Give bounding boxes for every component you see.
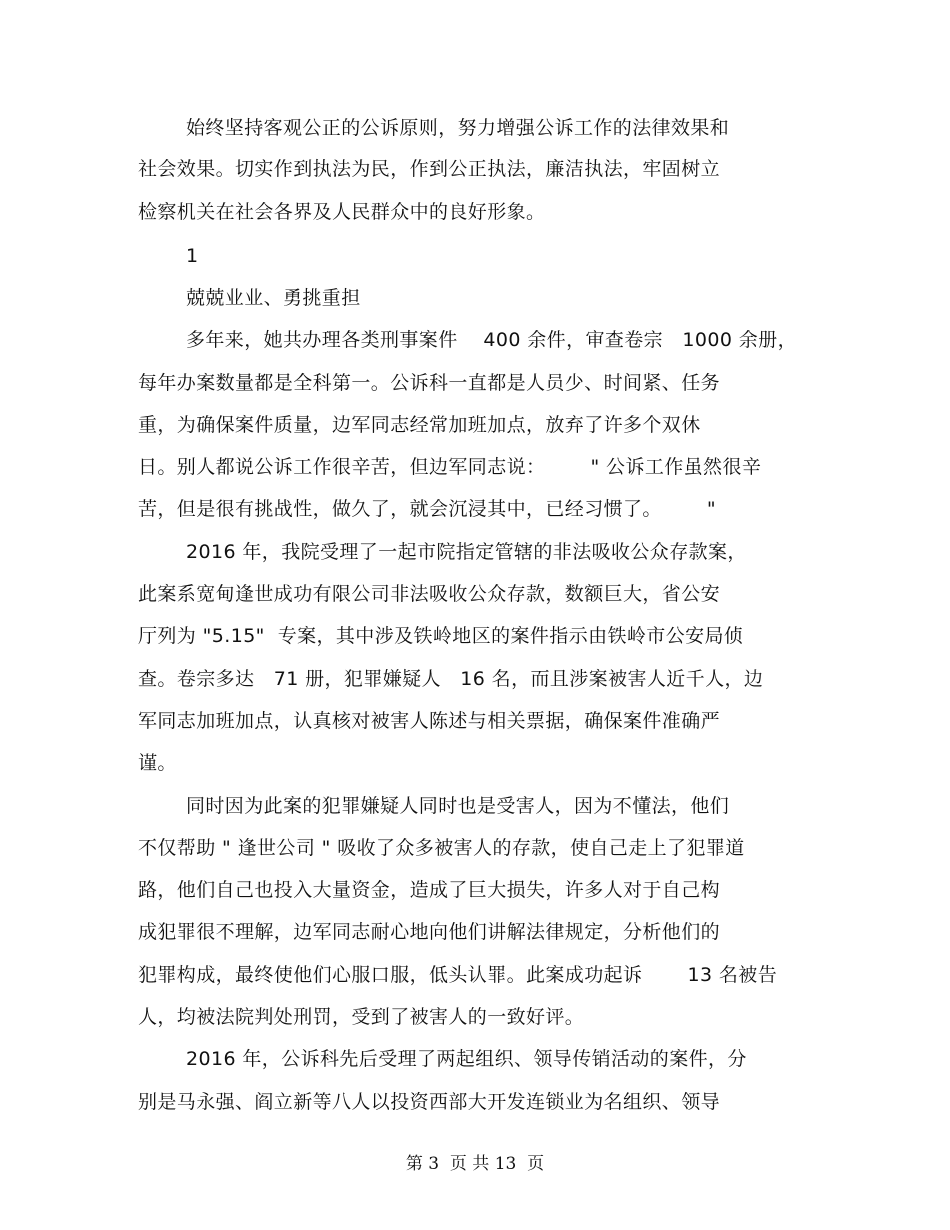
paragraph-line: 2016 年，我院受理了一起市院指定管辖的非法吸收公众存款案， [186, 541, 747, 563]
paragraph-line: 别是马永强、阎立新等八人以投资西部大开发连锁业为名组织、领导 [138, 1091, 721, 1113]
paragraph-line: 检察机关在社会各界及人民群众中的良好形象。 [138, 201, 546, 223]
paragraph-line: 成犯罪很不理解，边军同志耐心地向他们讲解法律规定，分析他们的 [138, 921, 721, 943]
paragraph-line: 2016 年，公诉科先后受理了两起组织、领导传销活动的案件，分 [186, 1048, 747, 1070]
paragraph-line: 此案系宽甸逢世成功有限公司非法吸收公众存款，数额巨大，省公安 [138, 583, 721, 605]
paragraph-line: 谨。 [138, 752, 177, 774]
paragraph-line: 路，他们自己也投入大量资金，造成了巨大损失，许多人对于自己构 [138, 879, 721, 901]
paragraph-line: 人，均被法院判处刑罚，受到了被害人的一致好评。 [138, 1006, 585, 1028]
paragraph-line: 每年办案数量都是全科第一。公诉科一直都是人员少、时间紧、任务 [138, 372, 721, 394]
paragraph-line: 同时因为此案的犯罪嫌疑人同时也是受害人，因为不懂法，他们 [186, 795, 730, 817]
paragraph-line: 多年来，她共办理各类刑事案件 400 余件，审查卷宗 1000 余册， [186, 329, 797, 351]
page-footer: 第 3 页 共 13 页 [405, 1154, 545, 1174]
paragraph-line: 社会效果。切实作到执法为民，作到公正执法，廉洁执法，牢固树立 [138, 158, 721, 180]
paragraph-line: 重，为确保案件质量，边军同志经常加班加点，放弃了许多个双休 [138, 414, 701, 436]
paragraph-line: 日。别人都说公诉工作很辛苦，但边军同志说： " 公诉工作虽然很辛 [138, 456, 762, 478]
paragraph-line: 厅列为 "5.15" 专案，其中涉及铁岭地区的案件指示由铁岭市公安局侦 [138, 625, 744, 647]
paragraph-line: 犯罪构成，最终使他们心服口服，低头认罪。此案成功起诉 13 名被告 [138, 964, 778, 986]
section-number: 1 [186, 245, 199, 267]
paragraph-line: 军同志加班加点，认真核对被害人陈述与相关票据，确保案件准确严 [138, 710, 721, 732]
section-heading: 兢兢业业、勇挑重担 [186, 287, 361, 309]
paragraph-line: 始终坚持客观公正的公诉原则，努力增强公诉工作的法律效果和 [186, 117, 730, 139]
paragraph-line: 查。卷宗多达 71 册，犯罪嫌疑人 16 名，而且涉案被害人近千人，边 [138, 668, 764, 690]
paragraph-line: 苦，但是很有挑战性，做久了，就会沉浸其中，已经习惯了。 " [138, 498, 717, 520]
paragraph-line: 不仅帮助 " 逢世公司 " 吸收了众多被害人的存款，使自己走上了犯罪道 [138, 837, 745, 859]
